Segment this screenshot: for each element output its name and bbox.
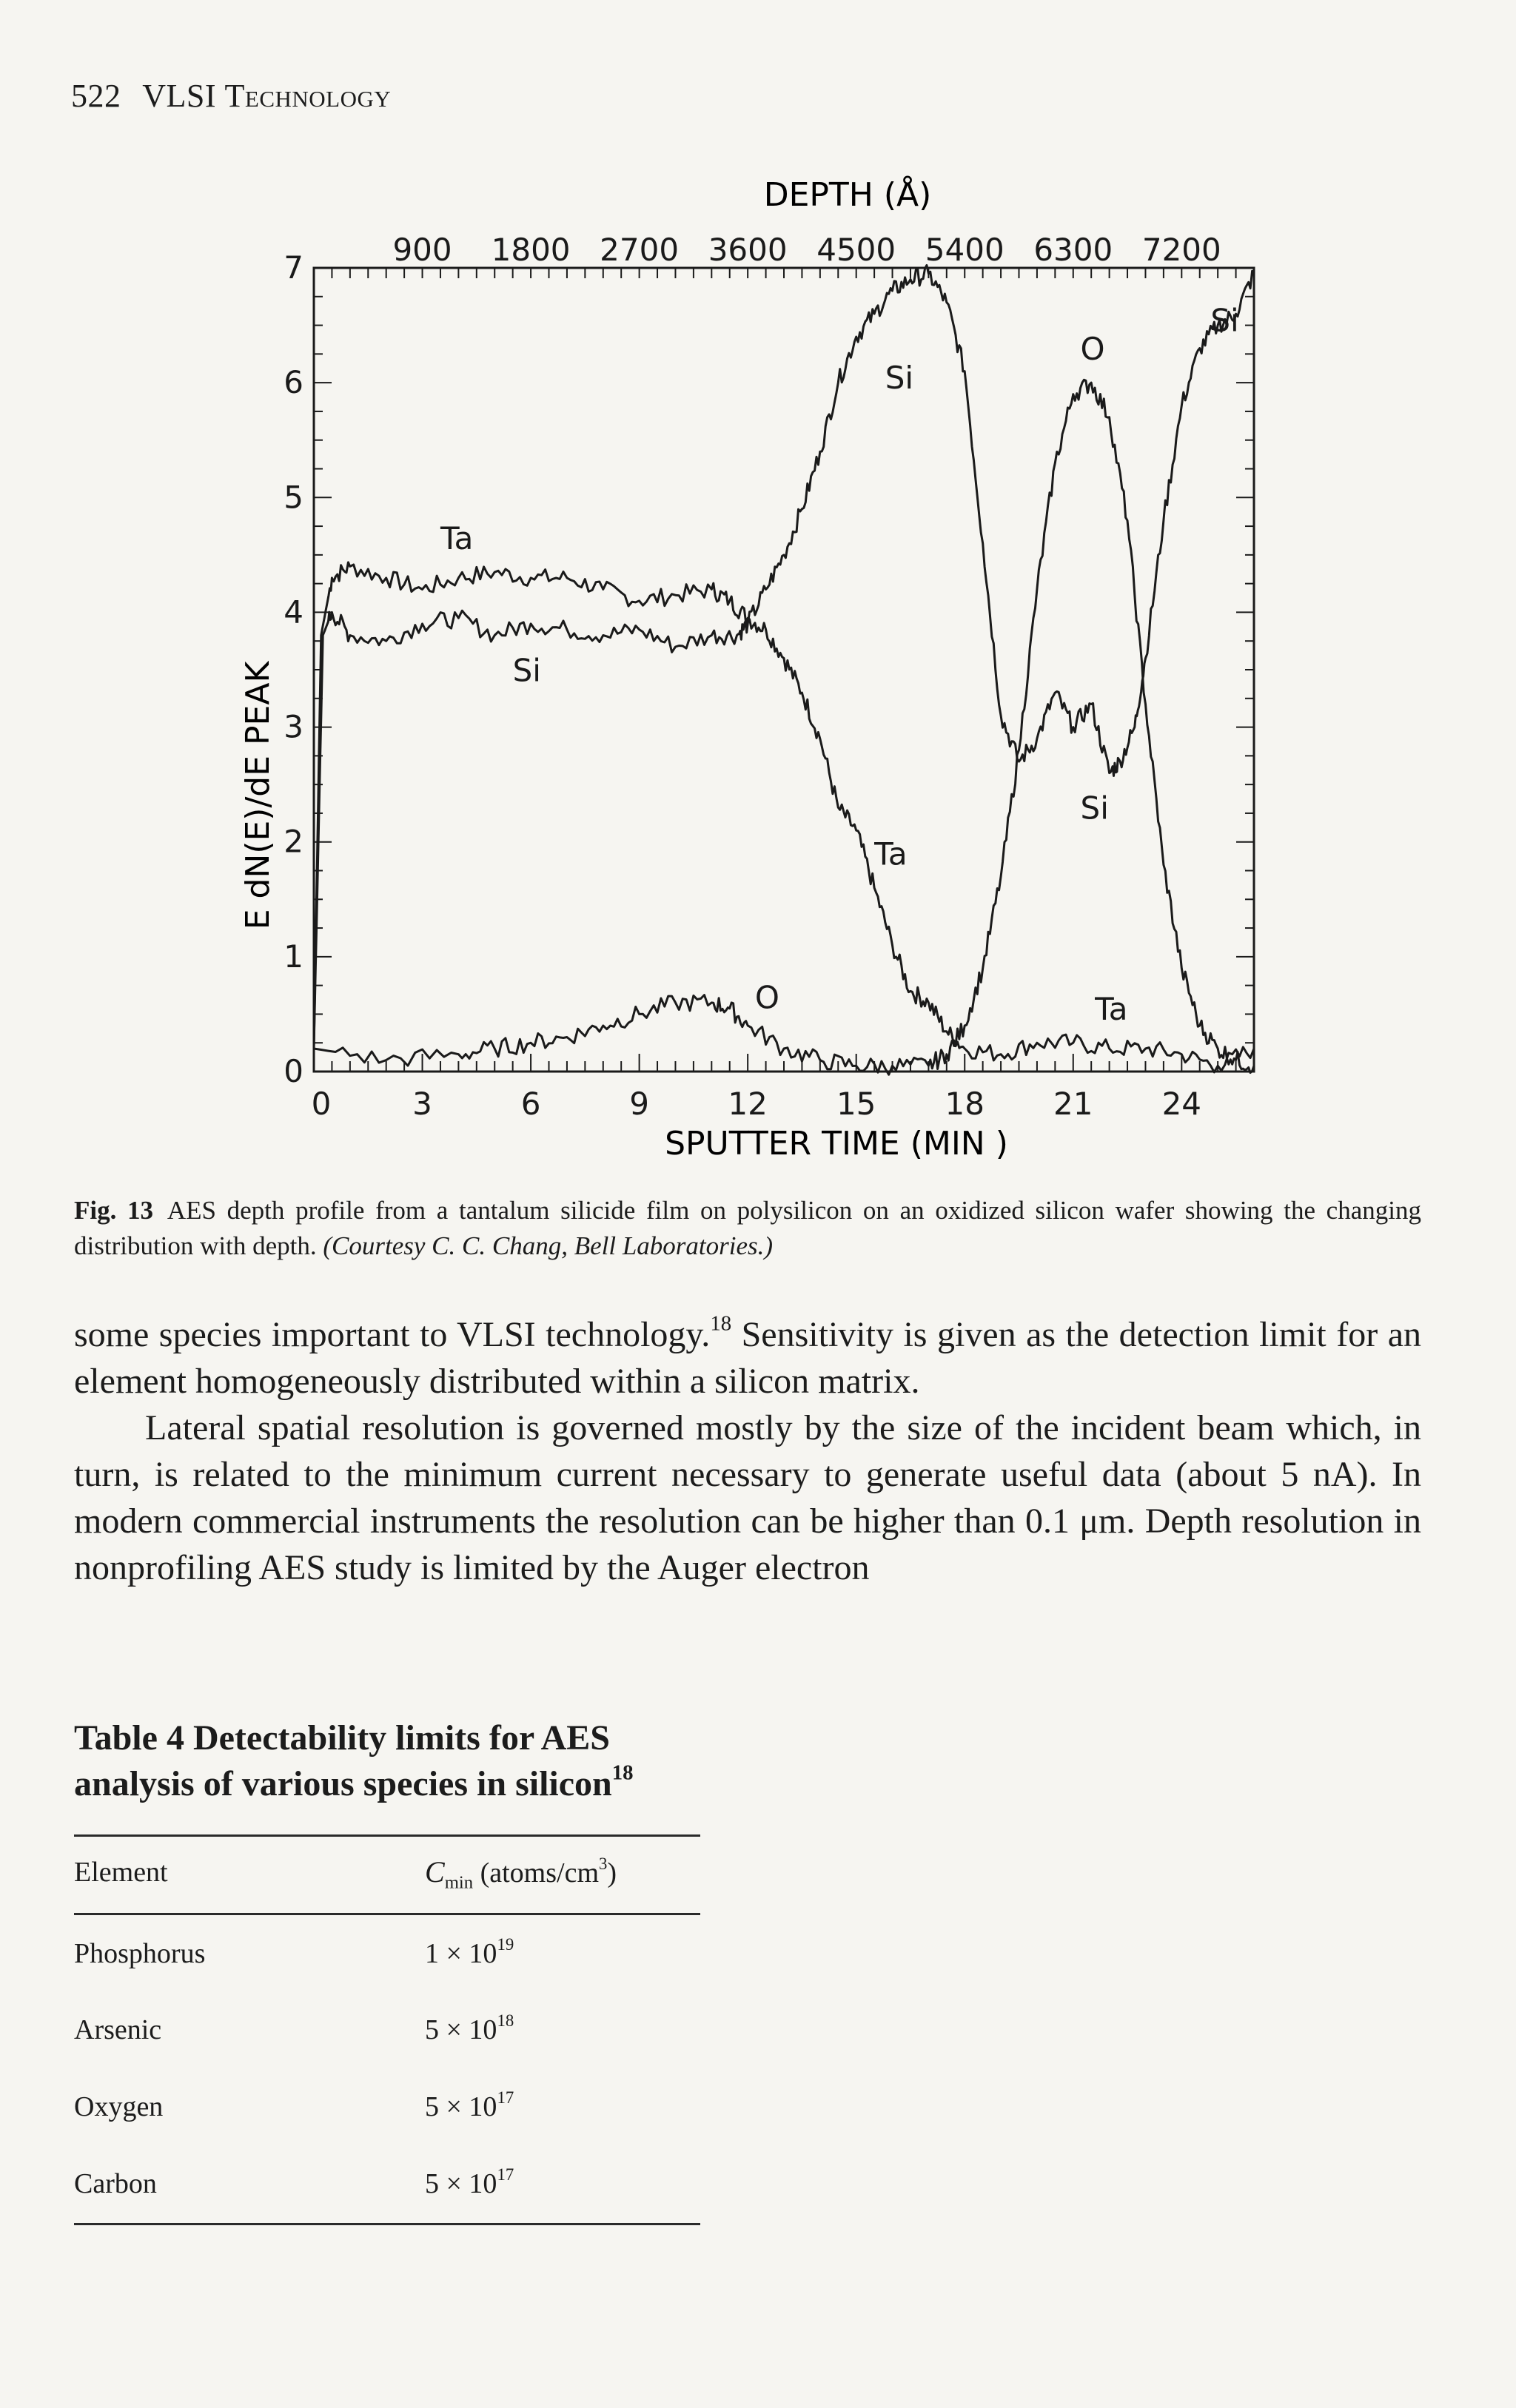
top-tick-label: 6300 xyxy=(1033,232,1113,268)
cmin-units-a: (atoms/cm xyxy=(473,1857,599,1889)
row-mantissa: 5 × 10 xyxy=(425,2168,497,2199)
figure-caption xyxy=(74,1193,1421,1264)
x-tick-label: 9 xyxy=(629,1086,649,1122)
series-line-o xyxy=(314,380,1254,1074)
row-exponent: 17 xyxy=(497,2165,514,2184)
y-tick-label: 7 xyxy=(284,249,303,286)
y-tick-label: 6 xyxy=(284,364,303,401)
cmin-subscript: min xyxy=(444,1872,474,1893)
x-tick-label: 0 xyxy=(311,1086,332,1122)
data-lines xyxy=(314,266,1254,1075)
top-tick-label: 3600 xyxy=(708,232,788,268)
row-exponent: 18 xyxy=(497,2011,514,2030)
header-element: Element xyxy=(74,1857,168,1888)
top-tick-label: 1800 xyxy=(491,232,571,268)
table-title-ref: 18 xyxy=(611,1760,634,1785)
row-element: Phosphorus xyxy=(74,1938,206,1969)
top-tick-label: 4500 xyxy=(816,232,896,268)
axis-ticks xyxy=(314,268,1254,1072)
paragraph-1-a: some species important to VLSI technology. xyxy=(74,1315,711,1354)
top-axis-label: DEPTH (Å) xyxy=(763,176,932,214)
running-title-vlsi: VLSI xyxy=(142,78,216,114)
cmin-symbol: C xyxy=(425,1855,445,1889)
curve-label: Si xyxy=(1080,790,1109,827)
curve-label: Ta xyxy=(440,520,474,557)
y-tick-label: 1 xyxy=(284,938,303,975)
row-exponent: 17 xyxy=(497,2088,514,2107)
paragraph-1 xyxy=(74,1311,1421,1405)
x-tick-label: 24 xyxy=(1161,1086,1202,1122)
reference-18: 18 xyxy=(710,1311,732,1336)
curve-label: Si xyxy=(885,359,914,396)
caption-text: AES depth profile from a tantalum silicide film on polysilicon on an oxidized silicon wafer showing the changing distribution with depth. xyxy=(74,1196,1421,1260)
aes-depth-profile-chart xyxy=(222,163,1332,1169)
y-tick-label: 5 xyxy=(284,479,303,516)
y-tick-label: 0 xyxy=(284,1053,303,1089)
cmin-units-exp: 3 xyxy=(599,1854,608,1873)
row-element: Oxygen xyxy=(74,2091,164,2122)
plot-frame xyxy=(314,268,1254,1072)
table-top-rule xyxy=(74,1834,700,1837)
row-mantissa: 1 × 10 xyxy=(425,1938,497,1969)
row-cmin xyxy=(425,2167,514,2200)
table-title-text: Table 4 Detectability limits for AES analysis of various species in silicon xyxy=(74,1718,612,1803)
x-tick-label: 15 xyxy=(836,1086,876,1122)
paragraph-2: Lateral spatial resolution is governed mostly by the size of the incident beam which, in turn, is related to the minimum current necessary to generate useful data (about 5 nA). In modern commercial instruments the resolution can be higher than 0.1 μm. Depth resolution in nonprofiling AES study is limited by the Auger electron xyxy=(74,1408,1421,1587)
row-cmin xyxy=(425,2088,514,2123)
cmin-units-b: ) xyxy=(607,1857,617,1889)
running-title-technology: Technology xyxy=(224,78,392,114)
body-text xyxy=(74,1311,1421,1591)
row-mantissa: 5 × 10 xyxy=(425,2014,497,2045)
y-axis-label: E dN(E)/dE PEAK xyxy=(239,661,277,930)
x-tick-label: 3 xyxy=(412,1086,432,1122)
page-number: 522 xyxy=(71,78,121,114)
running-header xyxy=(71,77,391,115)
x-tick-label: 6 xyxy=(520,1086,541,1122)
curve-label: Ta xyxy=(1095,991,1128,1028)
curve-label: O xyxy=(754,979,779,1016)
curve-label: O xyxy=(1080,331,1105,368)
row-cmin xyxy=(425,2011,514,2046)
chart-labels xyxy=(284,232,1238,1122)
curve-label: Si xyxy=(1210,302,1239,339)
top-tick-label: 2700 xyxy=(600,232,680,268)
x-tick-label: 12 xyxy=(728,1086,768,1122)
y-tick-label: 4 xyxy=(284,593,303,630)
row-exponent: 19 xyxy=(497,1934,514,1954)
row-element: Arsenic xyxy=(74,2014,162,2045)
table-bottom-rule xyxy=(74,2223,700,2225)
curve-label: Ta xyxy=(874,835,908,872)
x-tick-label: 21 xyxy=(1053,1086,1093,1122)
x-axis-label: SPUTTER TIME (MIN ) xyxy=(665,1125,1008,1163)
top-tick-label: 7200 xyxy=(1141,232,1221,268)
top-tick-label: 900 xyxy=(392,232,452,268)
row-mantissa: 5 × 10 xyxy=(425,2091,497,2122)
top-tick-label: 5400 xyxy=(925,232,1004,268)
y-tick-label: 2 xyxy=(284,823,303,860)
paragraph-1-b: Sensitivity is given as the detection limit for an element homogeneously distributed within a silicon matrix. xyxy=(74,1315,1422,1401)
caption-credit: (Courtesy C. C. Chang, Bell Laboratories.) xyxy=(323,1231,774,1260)
curve-label: Si xyxy=(512,652,541,689)
x-tick-label: 18 xyxy=(945,1086,985,1122)
header-cmin xyxy=(425,1854,617,1893)
y-tick-label: 3 xyxy=(284,708,303,745)
table-header-rule xyxy=(74,1913,700,1915)
row-element: Carbon xyxy=(74,2168,157,2199)
figure-label: Fig. 13 xyxy=(74,1196,154,1225)
plot-border xyxy=(314,268,1254,1072)
table-title xyxy=(74,1715,711,1807)
row-cmin xyxy=(425,1934,514,1970)
